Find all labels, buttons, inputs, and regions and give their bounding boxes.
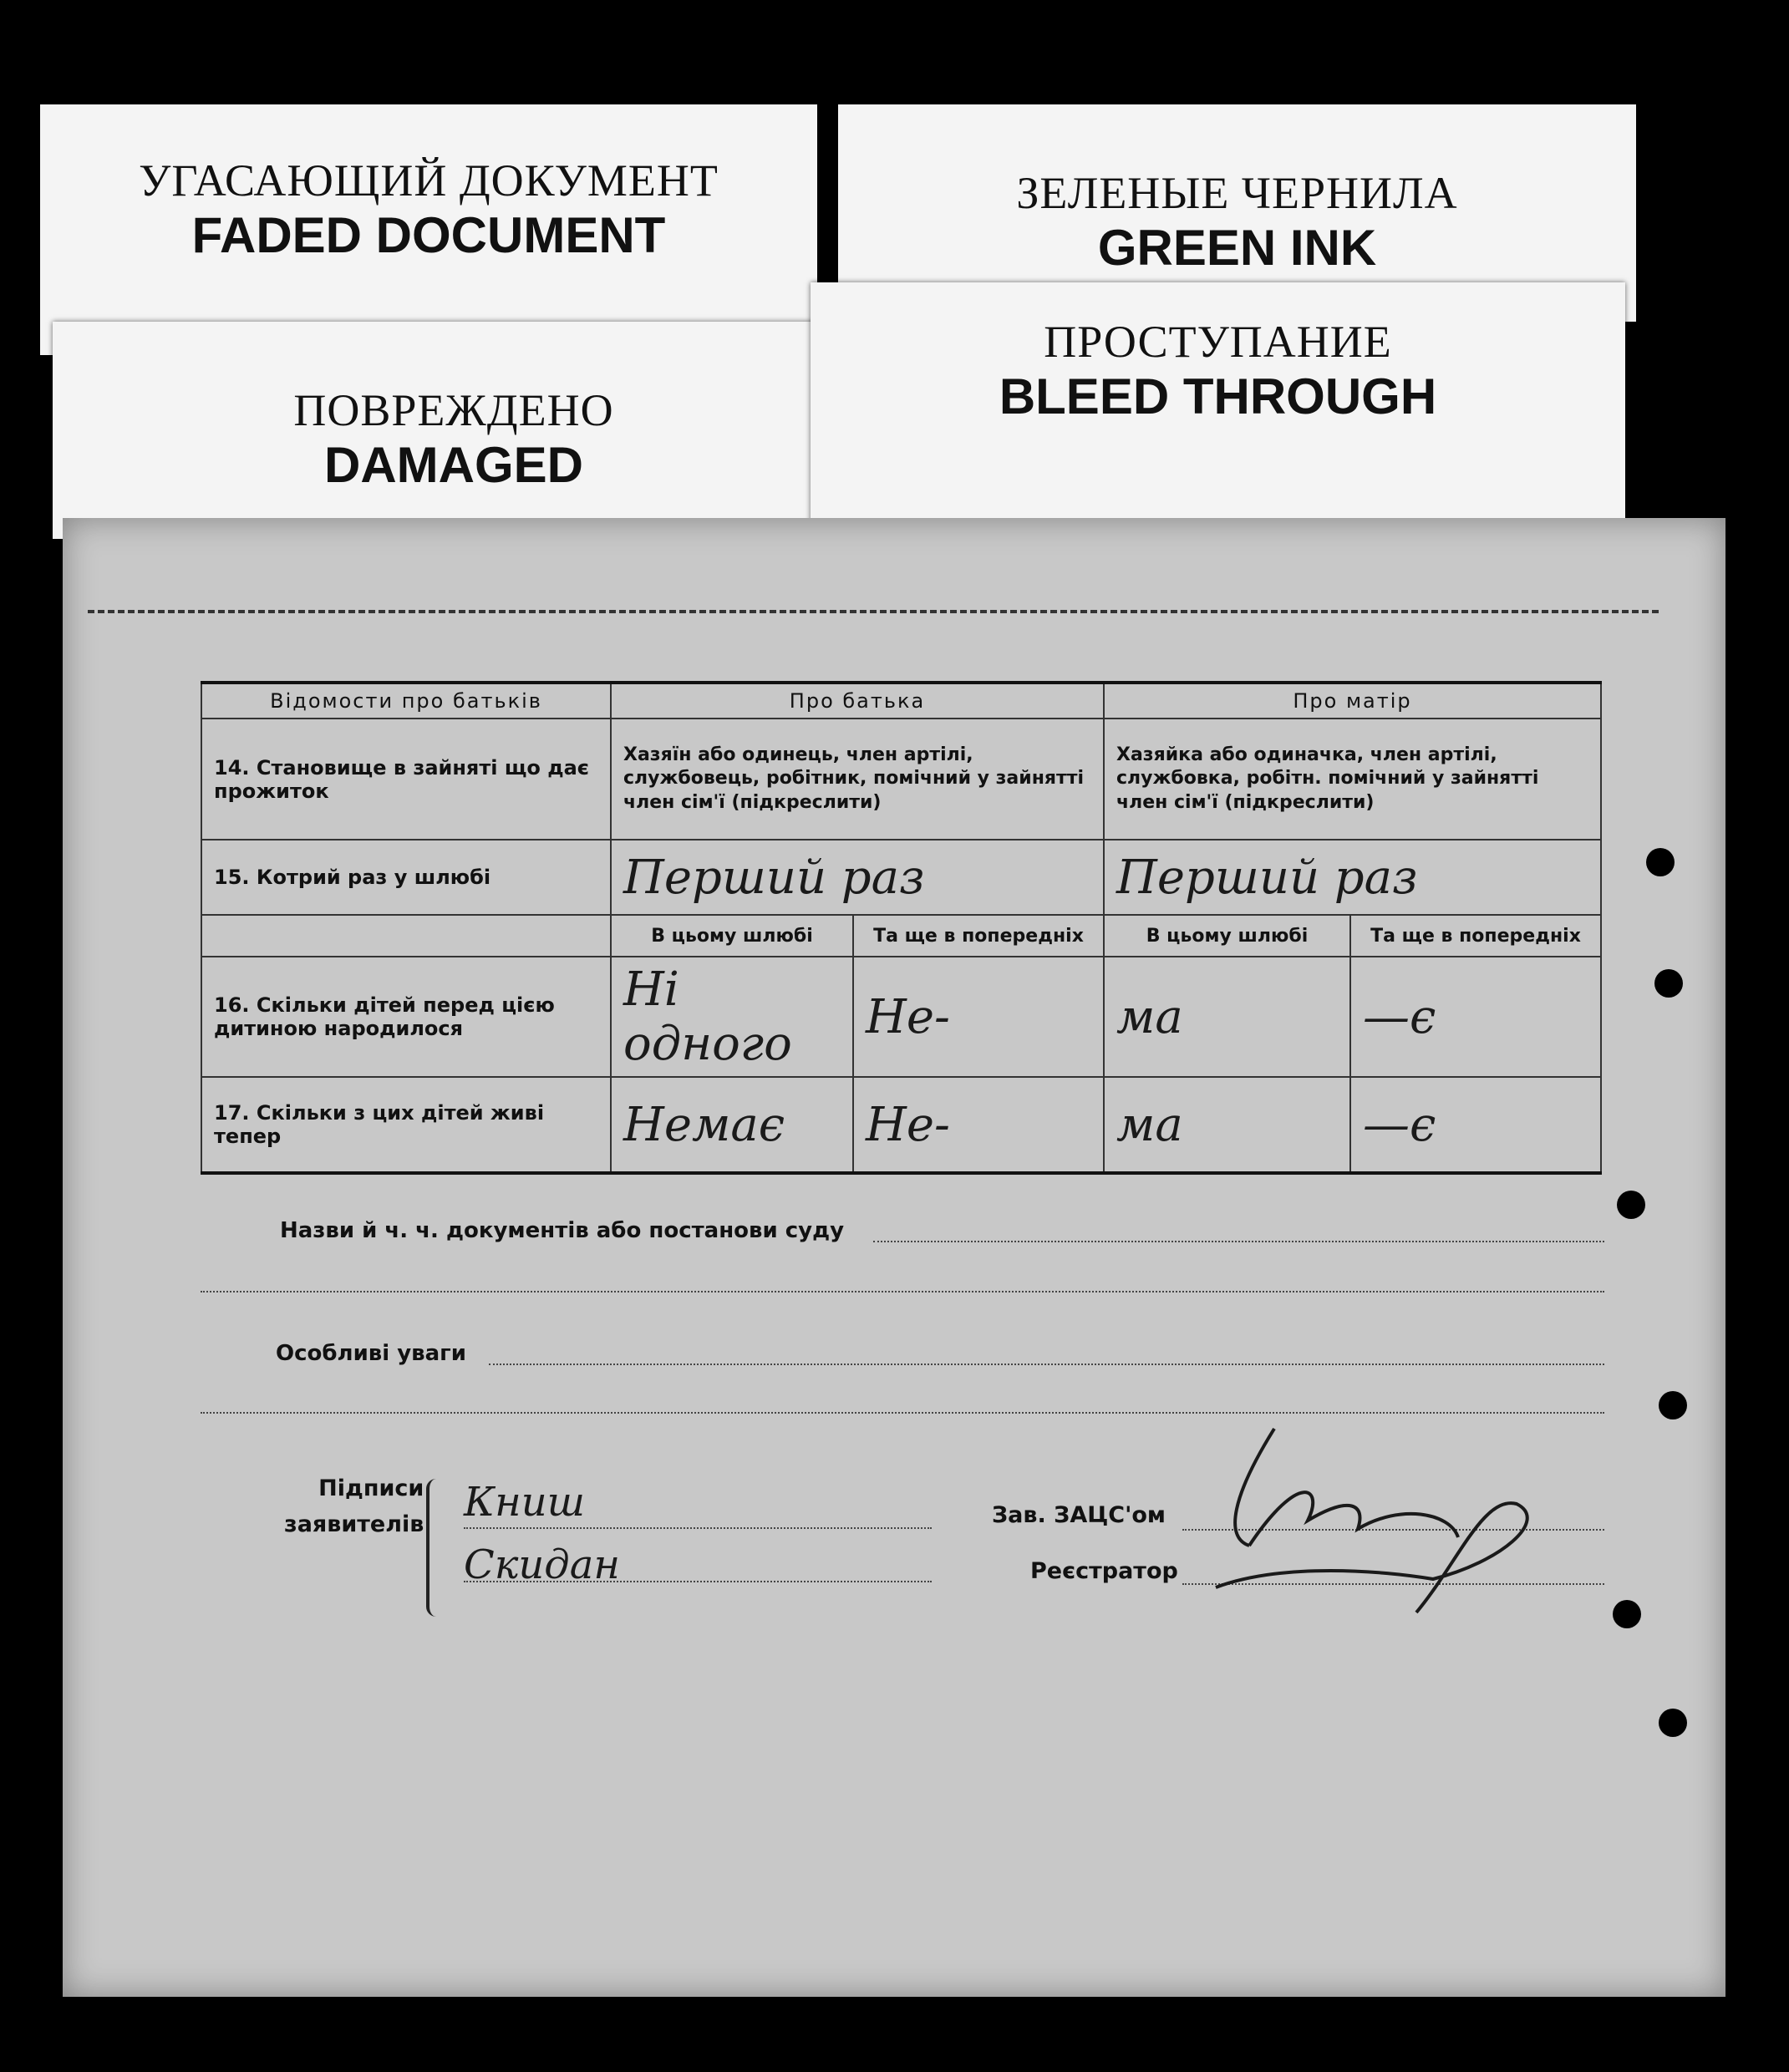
record-sheet [63, 518, 1725, 1997]
children-alive-mother-prev: —є [1350, 1077, 1601, 1173]
head-registry-label: Зав. ЗАЦС'ом [992, 1502, 1166, 1528]
father-occupation: Хазяїн або одинець, член артілі, службовець, робітник, помічний у зайнятті член сім'ї (підкреслити) [611, 719, 1104, 840]
question-14: 14. Становище в зайняті що дає прожиток [201, 719, 611, 840]
bleed-label-ru: ПРОСТУПАНИЕ [1044, 317, 1392, 367]
table-row [201, 1077, 1601, 1173]
applicant-signature-2: Скидан [464, 1541, 620, 1588]
punch-hole [1659, 1709, 1687, 1737]
header-father: Про батька [611, 683, 1104, 719]
bleed-label-en: BLEED THROUGH [999, 368, 1437, 424]
dotted-line [201, 1291, 1604, 1292]
punch-hole [1613, 1600, 1641, 1628]
bleed-through-label [811, 282, 1625, 533]
punch-hole [1659, 1391, 1687, 1419]
documents-field-label: Назви й ч. ч. документів або постанови суду [280, 1218, 845, 1243]
table-subheader-row [201, 915, 1601, 957]
applicants-signatures-label [284, 1470, 424, 1542]
dotted-line [464, 1527, 932, 1529]
green-label-ru: ЗЕЛЕНЫЕ ЧЕРНИЛА [1016, 168, 1458, 218]
table-row [201, 957, 1601, 1077]
question-16: 16. Скільки дітей перед цією дитиною народилося [201, 957, 611, 1077]
remarks-field-label: Особливі уваги [276, 1341, 466, 1366]
children-born-mother-this: ма [1104, 957, 1350, 1077]
table-header-row [201, 683, 1601, 719]
question-15: 15. Котрий раз у шлюбі [201, 840, 611, 915]
faded-label-en: FADED DOCUMENT [191, 207, 666, 263]
punch-hole [1617, 1191, 1645, 1219]
children-born-father-this: Ні одного [611, 957, 853, 1077]
children-alive-father-this: Немає [611, 1077, 853, 1173]
sub-mother-prev: Та ще в попередніх [1350, 915, 1601, 957]
applicant-signature-1: Книш [464, 1479, 586, 1526]
table-row [201, 840, 1601, 915]
official-signature-scribble [1182, 1395, 1617, 1663]
green-label-en: GREEN INK [1097, 220, 1377, 276]
perforation-line [88, 610, 1659, 613]
punch-hole [1654, 969, 1683, 998]
damaged-label-en: DAMAGED [324, 437, 583, 493]
dotted-line [464, 1581, 932, 1582]
mother-marriage-count: Перший раз [1104, 840, 1601, 915]
damaged-label [53, 322, 855, 539]
children-born-father-prev: Не- [853, 957, 1104, 1077]
faded-label-ru: УГАСАЮЩИЙ ДОКУМЕНТ [139, 155, 719, 206]
dotted-line [873, 1241, 1604, 1242]
table-row [201, 719, 1601, 840]
father-marriage-count: Перший раз [611, 840, 1104, 915]
faded-document-label [40, 104, 817, 355]
damaged-label-ru: ПОВРЕЖДЕНО [293, 385, 614, 435]
signatures-label-line1: Підписи [318, 1475, 424, 1501]
children-alive-father-prev: Не- [853, 1077, 1104, 1173]
sub-mother-this: В цьому шлюбі [1104, 915, 1350, 957]
header-parents-info: Відомости про батьків [201, 683, 611, 719]
signatures-label-line2: заявителів [284, 1511, 424, 1538]
children-alive-mother-this: ма [1104, 1077, 1350, 1173]
registrar-label: Реєстратор [1030, 1558, 1178, 1584]
dotted-line [489, 1364, 1604, 1365]
punch-hole [1646, 848, 1675, 876]
children-born-mother-prev: —є [1350, 957, 1601, 1077]
sub-father-prev: Та ще в попередніх [853, 915, 1104, 957]
brace [426, 1479, 445, 1617]
mother-occupation: Хазяйка або одиначка, член артілі, службовка, робітн. помічний у зайнятті член сім'ї (підкреслити) [1104, 719, 1601, 840]
question-17: 17. Скільки з цих дітей живі тепер [201, 1077, 611, 1173]
empty-cell [201, 915, 611, 957]
signature-stroke [1216, 1429, 1527, 1612]
sub-father-this: В цьому шлюбі [611, 915, 853, 957]
header-mother: Про матір [1104, 683, 1601, 719]
parents-info-table [201, 681, 1602, 1175]
